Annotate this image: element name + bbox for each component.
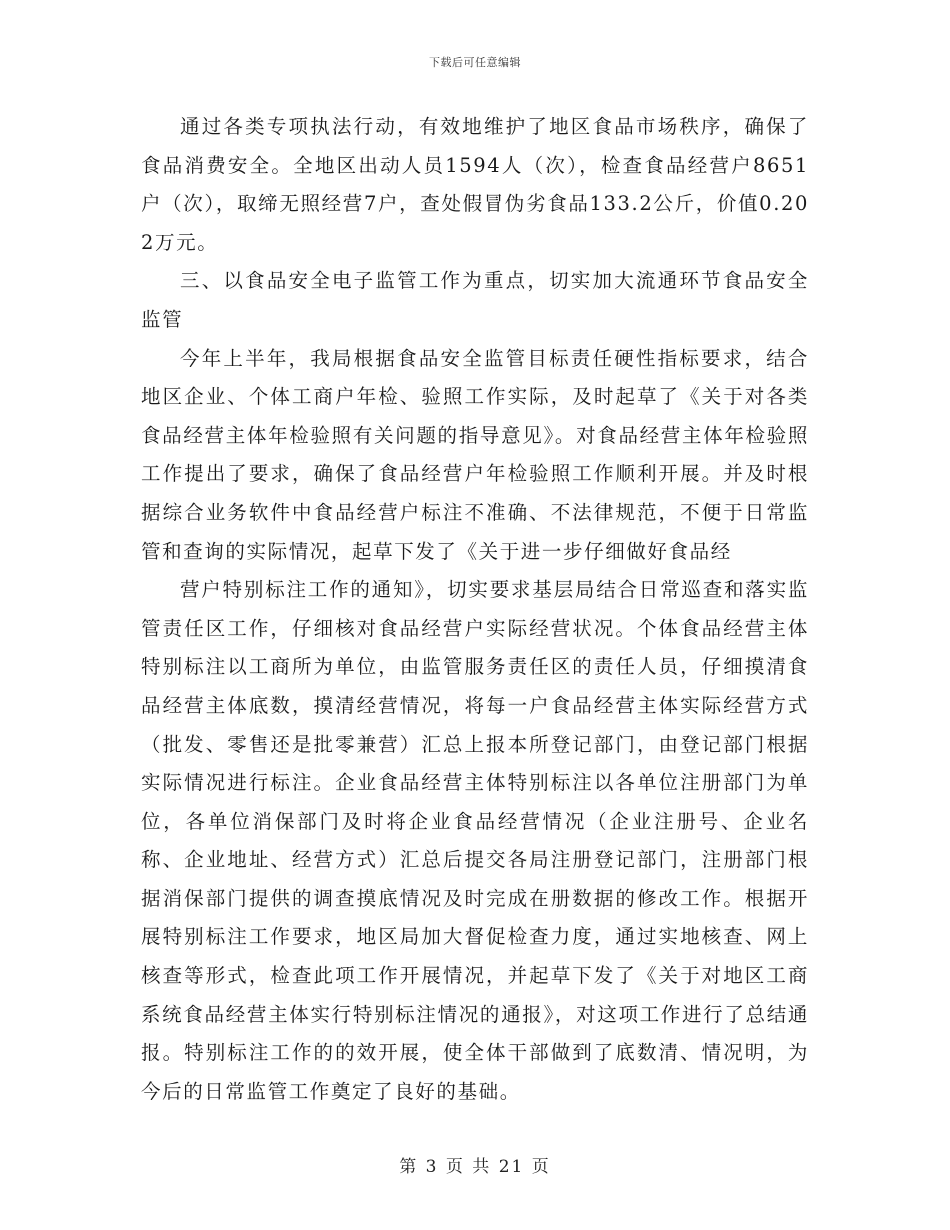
paragraph-annual-inspection: 今年上半年，我局根据食品安全监管目标责任硬性指标要求，结合地区企业、个体工商户年检、验照工作实际，及时起草了《关于对各类食品经营主体年检验照有关问题的指导意见》。对食品经营主体年检验照工作提出了要求，确保了食品经营户年检验照工作顺利开展。并及时根据综合业务软件中食品经营户标注不准确、不法律规范，不便于日常监管和查询的实际情况，起草下发了《关于进一步仔细做好食品经	[141, 346, 809, 563]
section-heading-electronic-supervision: 三、以食品安全电子监管工作为重点，切实加大流通环节食品安全监管	[141, 269, 809, 331]
paragraph-special-marking: 营户特别标注工作的通知》，切实要求基层局结合日常巡查和落实监管责任区工作，仔细核对食品经营户实际经营状况。个体食品经营主体特别标注以工商所为单位，由监管服务责任区的责任人员，仔细摸清食品经营主体底数，摸清经营情况，将每一户食品经营主体实际经营方式（批发、零售还是批零兼营）汇总上报本所登记部门，由登记部门根据实际情况进行标注。企业食品经营主体特别标注以各单位注册部门为单位，各单位消保部门及时将企业食品经营情况（企业注册号、企业名称、企业地址、经营方式）汇总后提交各局注册登记部门，注册部门根据消保部门提供的调查摸底情况及时完成在册数据的修改工作。根据开展特别标注工作要求，地区局加大督促检查力度，通过实地核查、网上核查等形式，检查此项工作开展情况，并起草下发了《关于对地区工商系统食品经营主体实行特别标注情况的通报》，对这项工作进行了总结通报。特别标注工作的的效开展，使全体干部做到了底数清、情况明，为今后的日常监管工作奠定了良好的基础。	[141, 578, 809, 1103]
page-number-footer: 第 3 页 共 21 页	[399, 1157, 551, 1177]
document-body	[141, 108, 809, 1111]
paragraph-enforcement-results: 通过各类专项执法行动，有效地维护了地区食品市场秩序，确保了食品消费安全。全地区出动人员1594人（次），检查食品经营户8651户（次），取缔无照经营7户，查处假冒伪劣食品133.2公斤，价值0.202万元。	[141, 115, 809, 254]
page-header: 下载后可任意编辑	[429, 56, 521, 69]
